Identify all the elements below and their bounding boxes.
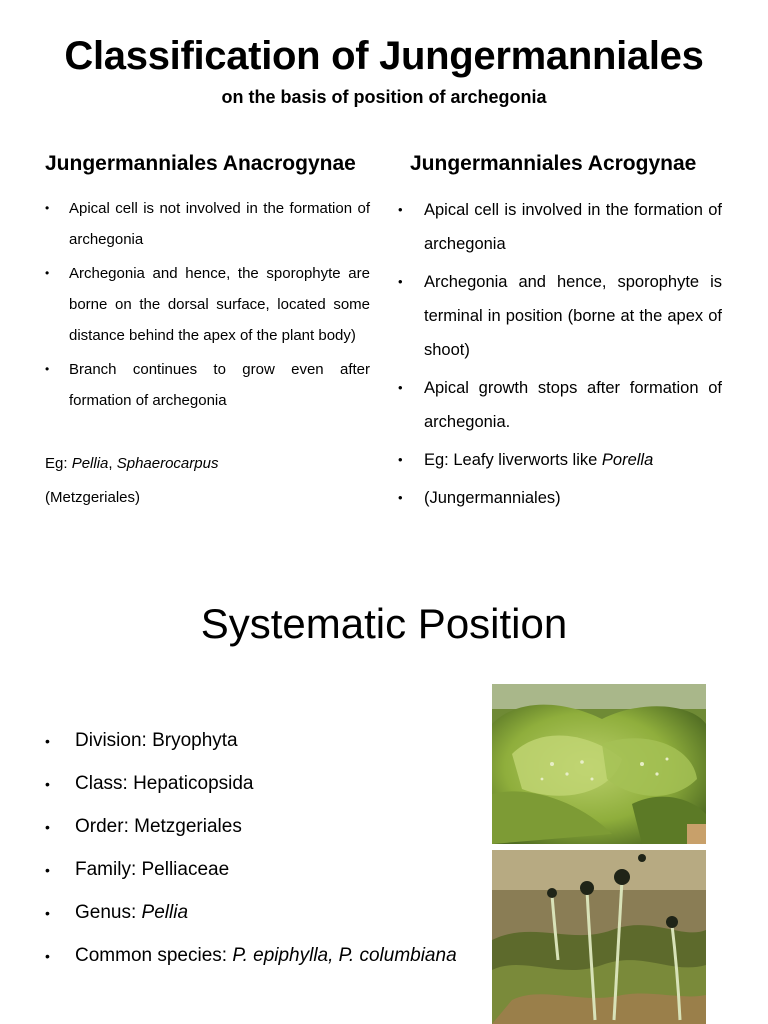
list-item: • Branch continues to grow even after formation of archegonia [45,354,370,416]
list-item: • Division: Bryophyta [45,725,475,768]
list-item: • Apical cell is involved in the formation of archegonia [398,193,722,261]
bullet-icon: • [45,905,50,921]
list-item: • Archegonia and hence, sporophyte is terminal in position (borne at the apex of shoot) [398,265,722,367]
list-item: • Apical growth stops after formation of archegonia. [398,371,722,439]
anacrogynae-heading: Jungermanniales Anacrogynae [45,152,356,175]
bullet-icon: • [45,266,50,280]
list-item: • Family: Pelliaceae [45,854,475,897]
bullet-icon: • [45,201,50,215]
list-item: • Class: Hepaticopsida [45,768,475,811]
bullet-icon: • [398,452,403,467]
list-item: • Genus: Pellia [45,897,475,940]
list-item: • Archegonia and hence, the sporophyte are borne on the dorsal surface, located some distance behind the apex of the plant body) [45,258,370,351]
list-item: • Common species: P. epiphylla, P. columbiana [45,940,475,983]
bullet-icon: • [398,380,403,395]
acrogynae-heading: Jungermanniales Acrogynae [410,152,697,175]
pellia-thallus-photo [492,684,706,844]
pellia-sporophyte-photo [492,850,706,1024]
bullet-icon: • [45,862,50,878]
acrogynae-list [398,193,722,519]
bullet-icon: • [45,819,50,835]
bullet-icon: • [398,202,403,217]
bullet-icon: • [398,490,403,505]
list-item: • Order: Metzgeriales [45,811,475,854]
systematic-list [45,725,475,983]
list-item: • (Jungermanniales) [398,481,722,515]
bullet-icon: • [45,362,50,376]
anacrogynae-example: Eg: Pellia, Sphaerocarpus [45,455,219,472]
anacrogynae-order: (Metzgeriales) [45,489,141,506]
page-subtitle: on the basis of position of archegonia [221,87,547,107]
bullet-icon: • [45,733,50,749]
anacrogynae-list [45,193,370,419]
bullet-icon: • [45,948,50,964]
bullet-icon: • [398,274,403,289]
section-title: Systematic Position [200,600,568,647]
list-item: • Eg: Leafy liverworts like Porella [398,443,722,477]
list-item: • Apical cell is not involved in the formation of archegonia [45,193,370,255]
page-title: Classification of Jungermanniales [64,34,704,78]
bullet-icon: • [45,776,50,792]
